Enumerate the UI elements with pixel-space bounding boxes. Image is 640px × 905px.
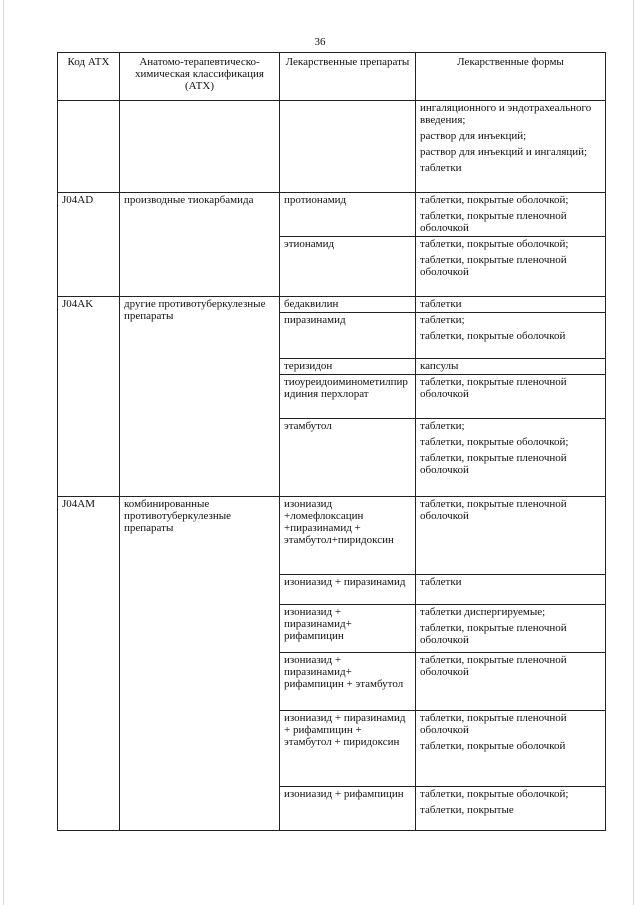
dosage-form-item: таблетки, покрытые оболочкой;: [420, 238, 569, 250]
drug-name-cell: протионамид: [280, 193, 416, 237]
table-header-row: [58, 53, 606, 101]
header-code: Код АТХ: [58, 53, 120, 101]
page-number: 36: [314, 36, 326, 48]
drug-name-cell: изониазид + пиразинамид+ рифампицин: [280, 605, 416, 653]
dosage-forms-cell: [416, 575, 606, 605]
dosage-forms-cell: [416, 787, 606, 831]
dosage-form-item: капсулы: [420, 360, 459, 372]
header-forms: Лекарственные формы: [416, 53, 606, 101]
atx-class-cell: комбинированные противотуберкулезные препараты: [120, 497, 280, 831]
dosage-forms-cell: [416, 605, 606, 653]
drug-name-cell: изониазид + пиразинамид+ рифампицин + этамбутол: [280, 653, 416, 711]
drug-name-cell: бедаквилин: [280, 297, 416, 313]
dosage-forms-cell: [416, 375, 606, 419]
table-row: [58, 497, 606, 575]
table-row: [58, 101, 606, 193]
drug-name-cell: изониазид + пиразинамид: [280, 575, 416, 605]
dosage-form-item: таблетки, покрытые пленочной оболочкой: [420, 712, 567, 736]
dosage-forms-cell: [416, 101, 606, 193]
atx-class-cell: производные тиокарбамида: [120, 193, 280, 297]
dosage-form-item: таблетки;: [420, 420, 465, 432]
drug-name-cell: [280, 101, 416, 193]
dosage-forms-cell: [416, 653, 606, 711]
table-row: [58, 193, 606, 237]
dosage-form-item: таблетки, покрытые пленочной оболочкой: [420, 622, 567, 646]
dosage-form-item: таблетки, покрытые пленочной оболочкой: [420, 654, 567, 678]
dosage-form-item: раствор для инъекций;: [420, 130, 527, 142]
dosage-forms-cell: [416, 237, 606, 297]
table-row: [58, 297, 606, 313]
dosage-forms-cell: [416, 193, 606, 237]
dosage-form-item: таблетки, покрытые пленочной оболочкой: [420, 254, 567, 278]
dosage-forms-cell: [416, 313, 606, 359]
scan-edge-line: [633, 0, 634, 905]
dosage-form-item: таблетки;: [420, 314, 465, 326]
dosage-form-item: таблетки: [420, 298, 462, 310]
dosage-forms-cell: [416, 419, 606, 497]
dosage-form-item: раствор для инъекций и ингаляций;: [420, 146, 588, 158]
scan-edge-line: [3, 0, 4, 905]
atx-table: [57, 52, 606, 831]
dosage-form-item: таблетки, покрытые пленочной оболочкой: [420, 210, 567, 234]
drug-name-cell: изониазид + рифампицин: [280, 787, 416, 831]
dosage-form-item: таблетки, покрытые пленочной оболочкой: [420, 376, 567, 400]
atx-code-cell: J04AD: [58, 193, 120, 297]
dosage-form-item: таблетки, покрытые оболочкой;: [420, 788, 569, 800]
dosage-form-item: таблетки, покрытые пленочной оболочкой: [420, 452, 567, 476]
dosage-forms-cell: [416, 497, 606, 575]
atx-class-cell: другие противотуберкулезные препараты: [120, 297, 280, 497]
dosage-form-item: таблетки, покрытые оболочкой;: [420, 436, 569, 448]
dosage-form-item: таблетки диспергируемые;: [420, 606, 546, 618]
dosage-forms-cell: [416, 359, 606, 375]
dosage-form-item: таблетки: [420, 576, 462, 588]
header-class: Анатомо-терапевтическо-химическая классификация (АТХ): [120, 53, 280, 101]
atx-code-cell: [58, 101, 120, 193]
atx-class-cell: [120, 101, 280, 193]
dosage-form-item: таблетки, покрытые оболочкой: [420, 330, 566, 342]
atx-code-cell: J04AK: [58, 297, 120, 497]
drug-name-cell: изониазид + пиразинамид + рифампицин + этамбутол + пиридоксин: [280, 711, 416, 787]
dosage-form-item: таблетки: [420, 162, 462, 174]
table-body: [58, 101, 606, 831]
dosage-form-item: таблетки, покрытые: [420, 804, 514, 816]
dosage-form-item: таблетки, покрытые пленочной оболочкой: [420, 498, 567, 522]
drug-name-cell: этамбутол: [280, 419, 416, 497]
dosage-form-item: ингаляционного и эндотрахеального введения;: [420, 102, 592, 126]
drug-name-cell: теризидон: [280, 359, 416, 375]
atx-code-cell: J04AM: [58, 497, 120, 831]
dosage-form-item: таблетки, покрытые оболочкой;: [420, 194, 569, 206]
drug-name-cell: этионамид: [280, 237, 416, 297]
dosage-forms-cell: [416, 297, 606, 313]
drug-name-cell: тиоуреидоиминометилпиридиния перхлорат: [280, 375, 416, 419]
dosage-forms-cell: [416, 711, 606, 787]
drug-name-cell: изониазид +ломефлоксацин +пиразинамид + этамбутол+пиридоксин: [280, 497, 416, 575]
header-drugs: Лекарственные препараты: [280, 53, 416, 101]
dosage-form-item: таблетки, покрытые оболочкой: [420, 740, 566, 752]
drug-name-cell: пиразинамид: [280, 313, 416, 359]
